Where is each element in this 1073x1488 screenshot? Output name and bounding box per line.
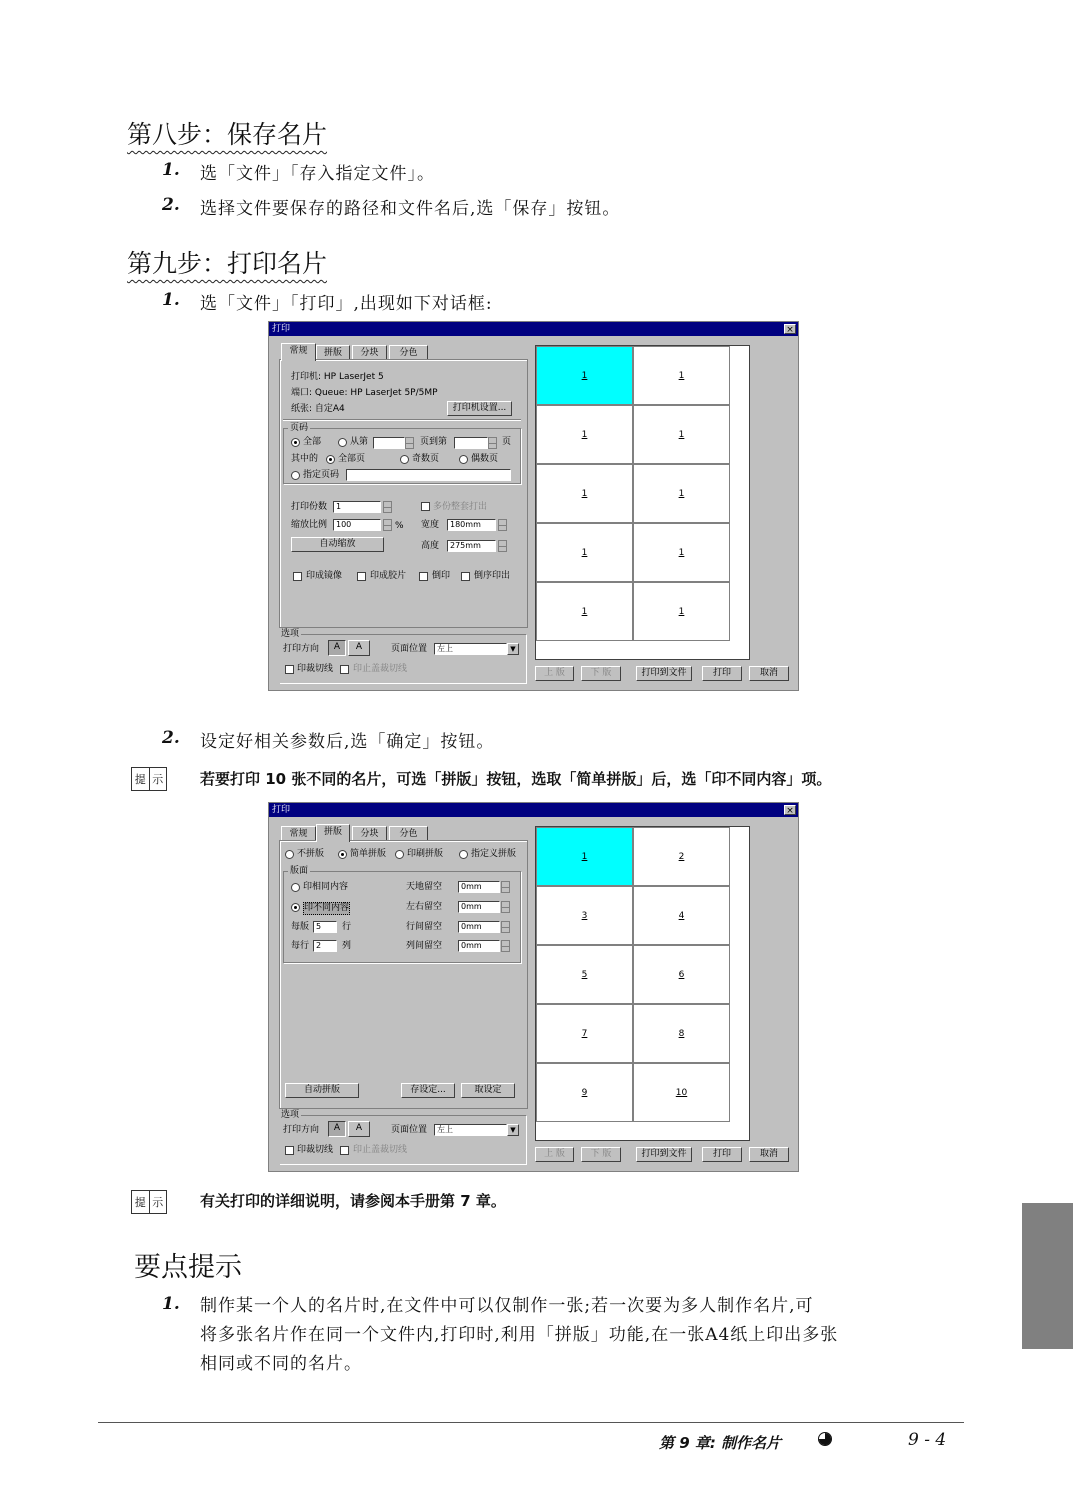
scale-label: 缩放比例 bbox=[291, 520, 328, 530]
chevron-down-icon[interactable]: ▼ bbox=[507, 1124, 519, 1136]
chevron-down-icon[interactable]: ▼ bbox=[507, 643, 519, 655]
crop-marks-checkbox[interactable] bbox=[285, 665, 294, 674]
preview-cell[interactable]: 10 bbox=[633, 1063, 730, 1122]
same-content-label: 印相同内容 bbox=[303, 882, 349, 892]
reg-marks-checkbox[interactable] bbox=[340, 1146, 349, 1155]
radio-simple-imposition[interactable] bbox=[338, 850, 347, 859]
top-margin-label: 天地留空 bbox=[406, 882, 443, 892]
key-points-title: 要点提示 bbox=[134, 1252, 242, 1283]
tip-icon bbox=[131, 767, 167, 791]
page-preview bbox=[535, 345, 750, 660]
radio-booklet[interactable] bbox=[395, 850, 404, 859]
preview-cell[interactable]: 3 bbox=[536, 886, 633, 945]
position-label: 页面位置 bbox=[391, 644, 428, 654]
top-margin-spinner[interactable] bbox=[501, 881, 510, 893]
reg-marks-checkbox[interactable] bbox=[340, 665, 349, 674]
simple-imposition-label: 简单拼版 bbox=[350, 849, 387, 859]
position-select[interactable]: 左上 bbox=[434, 643, 507, 655]
key-point-text bbox=[200, 1292, 838, 1379]
from-page-spinner[interactable] bbox=[405, 437, 414, 449]
crop-marks-checkbox[interactable] bbox=[285, 1146, 294, 1155]
side-margin-label: 左右留空 bbox=[406, 902, 443, 912]
radio-odd-pages[interactable] bbox=[400, 455, 409, 464]
tip-icon-right: 示 bbox=[149, 768, 167, 790]
width-spinner[interactable] bbox=[498, 519, 507, 531]
position-select[interactable]: 左上 bbox=[434, 1124, 507, 1136]
step-number: 1. bbox=[162, 160, 180, 180]
step-text: 设定好相关参数后,选「确定」按钮。 bbox=[200, 732, 495, 752]
preview-cell[interactable]: 4 bbox=[633, 886, 730, 945]
preview-cell[interactable]: 1 bbox=[536, 405, 633, 464]
reg-marks-label: 印止盖裁切线 bbox=[353, 1145, 408, 1155]
radio-same-content[interactable] bbox=[291, 883, 300, 892]
step-number: 2. bbox=[162, 728, 180, 748]
odd-pages-label: 奇数页 bbox=[412, 454, 440, 464]
step-text: 选「文件」「存入指定文件」。 bbox=[200, 164, 435, 184]
print-button[interactable]: 打印 bbox=[702, 666, 742, 681]
specified-label: 指定页码 bbox=[303, 470, 340, 480]
options-group bbox=[279, 629, 526, 683]
next-page-button[interactable]: 下 版 bbox=[581, 666, 621, 681]
booklet-label: 印刷拼版 bbox=[407, 849, 444, 859]
close-icon[interactable]: × bbox=[784, 805, 796, 815]
step-number: 2. bbox=[162, 195, 180, 215]
group-title: 页码 bbox=[290, 423, 309, 433]
next-page-button[interactable]: 下 版 bbox=[581, 1147, 621, 1162]
preview-cell[interactable]: 1 bbox=[633, 405, 730, 464]
preview-cell[interactable]: 1 bbox=[536, 464, 633, 523]
radio-no-imposition[interactable] bbox=[285, 850, 294, 859]
save-setting-button[interactable]: 存设定... bbox=[401, 1083, 455, 1098]
to-label: 页到第 bbox=[420, 437, 448, 447]
rows-unit: 行 bbox=[342, 922, 352, 932]
page-unit-label: 页 bbox=[502, 437, 512, 447]
tab-general[interactable]: 常规 bbox=[281, 343, 316, 361]
tip-icon-left: 提 bbox=[134, 1196, 146, 1209]
row-gap-input[interactable]: 0mm bbox=[458, 921, 500, 933]
tab-imposition[interactable]: 拼版 bbox=[316, 345, 350, 360]
preview-cell[interactable]: 8 bbox=[633, 1004, 730, 1063]
cols-input[interactable]: 2 bbox=[313, 940, 337, 952]
page-number: 9 - 4 bbox=[908, 1430, 947, 1450]
copies-input[interactable]: 1 bbox=[333, 501, 381, 513]
collate-label: 多份整套打出 bbox=[433, 502, 488, 512]
cols-label: 每行 bbox=[291, 941, 310, 951]
tip-icon-left: 提 bbox=[134, 773, 146, 786]
col-gap-input[interactable]: 0mm bbox=[458, 940, 500, 952]
reverse-order-checkbox[interactable] bbox=[461, 572, 470, 581]
dialog-title: 打印 bbox=[269, 322, 798, 336]
radio-all-pages[interactable] bbox=[326, 455, 335, 464]
tip-icon bbox=[131, 1190, 167, 1214]
key-point-line: 制作某一个人的名片时,在文件中可以仅制作一张;若一次要为多人制作名片,可 bbox=[200, 1296, 814, 1316]
specified-pages-input[interactable] bbox=[346, 469, 511, 481]
diff-content-label: 印不同内容 bbox=[304, 903, 350, 913]
footer-rule bbox=[98, 1422, 964, 1423]
key-point-line: 将多张名片作在同一个文件内,打印时,利用「拼版」功能,在一张A4纸上印出多张 bbox=[200, 1325, 839, 1345]
printer-setup-button[interactable]: 打印机设置... bbox=[447, 401, 512, 416]
preview-cell[interactable]: 2 bbox=[633, 827, 730, 886]
tip-text: 若要打印 10 张不同的名片，可选「拼版」按钮，选取「简单拼版」后，选「印不同内容」项。 bbox=[200, 770, 832, 788]
crop-marks-label: 印裁切线 bbox=[297, 664, 334, 674]
height-label: 高度 bbox=[421, 541, 440, 551]
step-number: 1. bbox=[162, 1294, 180, 1314]
col-gap-spinner[interactable] bbox=[501, 940, 510, 952]
collate-checkbox[interactable] bbox=[421, 502, 430, 511]
direction-label: 打印方向 bbox=[283, 644, 320, 654]
tab-separation[interactable]: 分色 bbox=[389, 826, 428, 841]
landscape-icon[interactable]: A bbox=[348, 640, 370, 656]
radio-all[interactable] bbox=[291, 438, 300, 447]
tab-tiling[interactable]: 分块 bbox=[352, 826, 387, 841]
direction-label: 打印方向 bbox=[283, 1125, 320, 1135]
preview-cell[interactable]: 5 bbox=[536, 945, 633, 1004]
step-text: 选择文件要保存的路径和文件名后,选「保存」按钮。 bbox=[200, 199, 621, 219]
close-icon[interactable]: × bbox=[784, 324, 796, 334]
page-preview bbox=[535, 826, 750, 1141]
radio-from[interactable] bbox=[338, 438, 347, 447]
tab-tiling[interactable]: 分块 bbox=[352, 345, 387, 360]
preview-cell[interactable]: 9 bbox=[536, 1063, 633, 1122]
tab-imposition[interactable]: 拼版 bbox=[316, 824, 350, 842]
width-label: 宽度 bbox=[421, 520, 440, 530]
side-margin-spinner[interactable] bbox=[501, 901, 510, 913]
footer-chapter: 第 9 章: 制作名片 bbox=[659, 1434, 782, 1452]
even-pages-label: 偶数页 bbox=[471, 454, 499, 464]
progress-fill bbox=[819, 1439, 831, 1445]
portrait-icon[interactable]: A bbox=[328, 1121, 346, 1137]
tip-icon-right: 示 bbox=[149, 1191, 167, 1213]
mirror-checkbox[interactable] bbox=[293, 572, 302, 581]
reverse-label: 倒印 bbox=[432, 571, 451, 581]
section8-title: 第八步：保存名片 bbox=[127, 120, 328, 149]
printer-port: 端口: Queue: HP LaserJet 5P/5MP bbox=[291, 388, 438, 398]
auto-scale-button[interactable]: 自动缩放 bbox=[291, 537, 384, 552]
preview-cell[interactable]: 1 bbox=[633, 523, 730, 582]
copies-label: 打印份数 bbox=[291, 502, 328, 512]
position-label: 页面位置 bbox=[391, 1125, 428, 1135]
crop-marks-label: 印裁切线 bbox=[297, 1145, 334, 1155]
cols-unit: 列 bbox=[342, 941, 352, 951]
section9-title: 第九步：打印名片 bbox=[127, 249, 328, 278]
scale-spinner[interactable] bbox=[383, 519, 392, 531]
radio-custom-imposition[interactable] bbox=[459, 850, 468, 859]
radio-all-label: 全部 bbox=[303, 437, 322, 447]
auto-imposition-button[interactable]: 自动拼版 bbox=[285, 1083, 359, 1098]
mirror-label: 印成镜像 bbox=[306, 571, 343, 581]
reverse-order-label: 倒序印出 bbox=[474, 571, 511, 581]
options-group bbox=[279, 1110, 526, 1164]
negative-label: 印成胶片 bbox=[370, 571, 407, 581]
radio-specified[interactable] bbox=[291, 471, 300, 480]
reverse-checkbox[interactable] bbox=[419, 572, 428, 581]
preview-cell[interactable]: 1 bbox=[633, 582, 730, 641]
preview-cell[interactable]: 1 bbox=[536, 523, 633, 582]
print-button[interactable]: 打印 bbox=[702, 1147, 742, 1162]
among-label: 其中的 bbox=[291, 454, 319, 464]
col-gap-label: 列间留空 bbox=[406, 941, 443, 951]
preview-cell[interactable]: 1 bbox=[536, 346, 633, 405]
preview-cell[interactable]: 6 bbox=[633, 945, 730, 1004]
tab-panel bbox=[279, 359, 528, 628]
row-gap-spinner[interactable] bbox=[501, 921, 510, 933]
group-title: 选项 bbox=[281, 629, 300, 639]
group-title: 选项 bbox=[281, 1110, 300, 1120]
height-input[interactable]: 275mm bbox=[447, 540, 496, 552]
radio-diff-content[interactable] bbox=[291, 903, 300, 912]
height-spinner[interactable] bbox=[498, 540, 507, 552]
print-to-file-button[interactable]: 打印到文件 bbox=[636, 666, 692, 681]
negative-checkbox[interactable] bbox=[357, 572, 366, 581]
prev-page-button[interactable]: 上 版 bbox=[535, 666, 574, 681]
all-pages-label: 全部页 bbox=[338, 454, 366, 464]
reg-marks-label: 印止盖裁切线 bbox=[353, 664, 408, 674]
paper-size: 纸张: 自定A4 bbox=[291, 404, 345, 414]
custom-imposition-label: 指定义拼版 bbox=[471, 849, 517, 859]
top-margin-input[interactable]: 0mm bbox=[458, 881, 500, 893]
step-number: 1. bbox=[162, 290, 180, 310]
chapter-progress-icon bbox=[818, 1432, 832, 1446]
portrait-icon[interactable]: A bbox=[328, 640, 346, 656]
tab-general[interactable]: 常规 bbox=[281, 826, 316, 841]
preview-cell[interactable]: 1 bbox=[536, 827, 633, 886]
preview-cell[interactable]: 7 bbox=[536, 1004, 633, 1063]
preview-cell[interactable]: 1 bbox=[633, 464, 730, 523]
preview-cell[interactable]: 1 bbox=[633, 346, 730, 405]
from-page-input[interactable] bbox=[373, 437, 405, 449]
cancel-button[interactable]: 取消 bbox=[749, 1147, 789, 1162]
key-point-line: 相同或不同的名片。 bbox=[200, 1354, 362, 1374]
chapter-side-tab bbox=[1022, 1203, 1073, 1349]
row-gap-label: 行间留空 bbox=[406, 922, 443, 932]
printer-name: 打印机: HP LaserJet 5 bbox=[291, 372, 384, 382]
cancel-button[interactable]: 取消 bbox=[749, 666, 789, 681]
no-imposition-label: 不拼版 bbox=[297, 849, 325, 859]
percent-label: % bbox=[395, 521, 404, 531]
radio-even-pages[interactable] bbox=[459, 455, 468, 464]
preview-cell[interactable]: 1 bbox=[536, 582, 633, 641]
tab-separation[interactable]: 分色 bbox=[389, 345, 428, 360]
from-label: 从第 bbox=[350, 437, 369, 447]
step-text: 选「文件」「打印」,出现如下对话框: bbox=[200, 294, 493, 314]
landscape-icon[interactable]: A bbox=[348, 1121, 370, 1137]
load-setting-button[interactable]: 取设定 bbox=[461, 1083, 515, 1098]
rows-input[interactable]: 5 bbox=[313, 921, 337, 933]
dialog-title: 打印 bbox=[269, 803, 798, 817]
copies-spinner[interactable] bbox=[383, 501, 392, 513]
width-input[interactable]: 180mm bbox=[447, 519, 496, 531]
side-margin-input[interactable]: 0mm bbox=[458, 901, 500, 913]
to-page-spinner[interactable] bbox=[488, 437, 497, 449]
tip-text: 有关打印的详细说明，请参阅本手册第 7 章。 bbox=[200, 1192, 506, 1210]
scale-input[interactable]: 100 bbox=[333, 519, 381, 531]
to-page-input[interactable] bbox=[454, 437, 488, 449]
divider bbox=[283, 419, 521, 421]
print-to-file-button[interactable]: 打印到文件 bbox=[636, 1147, 692, 1162]
print-dialog-general bbox=[268, 321, 799, 691]
rows-label: 每版 bbox=[291, 922, 310, 932]
print-dialog-imposition bbox=[268, 802, 799, 1172]
group-title: 版面 bbox=[290, 866, 309, 876]
prev-page-button[interactable]: 上 版 bbox=[535, 1147, 574, 1162]
